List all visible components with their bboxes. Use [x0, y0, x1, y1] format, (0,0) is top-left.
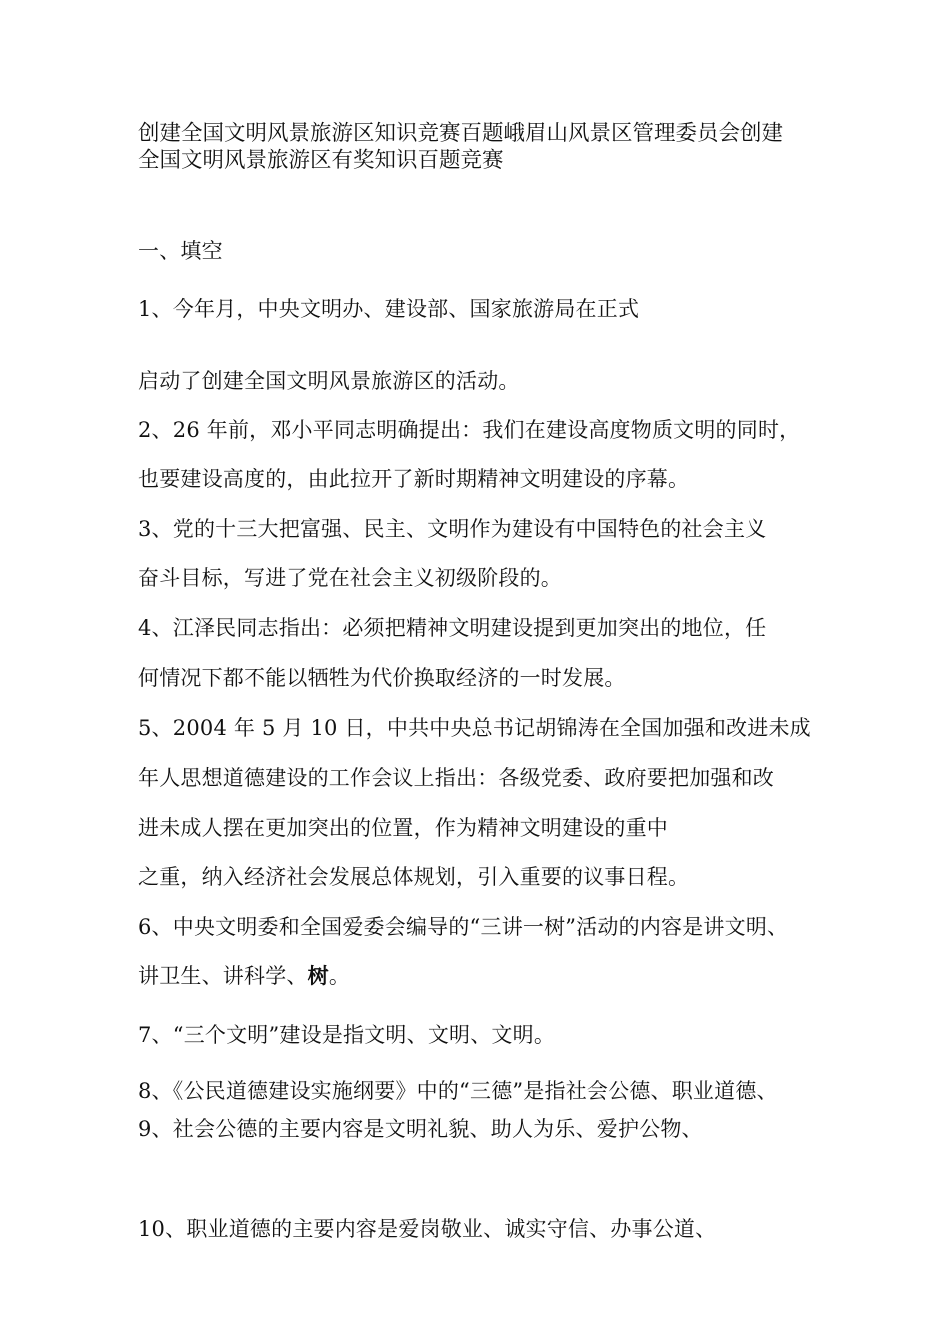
text-line: 2、26 年前，邓小平同志明确提出：我们在建设高度物质文明的同时，	[138, 418, 801, 442]
text-line: 8、《公民道德建设实施纲要》中的“三德”是指社会公德、职业道德、	[138, 1079, 778, 1103]
text-line: 4、江泽民同志指出：必须把精神文明建设提到更加突出的地位，任	[138, 616, 767, 640]
text-line: 之重，纳入经济社会发展总体规划，引入重要的议事日程。	[138, 865, 690, 889]
text-line: 7、“三个文明”建设是指文明、文明、文明。	[138, 1023, 556, 1047]
document-title-line-1: 创建全国文明风景旅游区知识竞赛百题峨眉山风景区管理委员会创建	[138, 121, 784, 146]
text-line: 启动了创建全国文明风景旅游区的活动。	[138, 369, 520, 393]
text-line: 3、党的十三大把富强、民主、文明作为建设有中国特色的社会主义	[138, 517, 767, 541]
text-line-part: 讲卫生、讲科学、	[138, 964, 308, 988]
text-line: 1、今年月，中央文明办、建设部、国家旅游局在正式	[138, 297, 640, 321]
text-line: 也要建设高度的，由此拉开了新时期精神文明建设的序幕。	[138, 467, 690, 491]
document-title-line-2: 全国文明风景旅游区有奖知识百题竞赛	[138, 148, 504, 173]
text-line: 奋斗目标，写进了党在社会主义初级阶段的。	[138, 566, 562, 590]
text-line: 何情况下都不能以牺牲为代价换取经济的一时发展。	[138, 666, 626, 690]
text-line: 10、职业道德的主要内容是爱岗敬业、诚实守信、办事公道、	[138, 1217, 717, 1241]
text-line: 年人思想道德建设的工作会议上指出：各级党委、政府要把加强和改	[138, 766, 774, 790]
text-line: 9、社会公德的主要内容是文明礼貌、助人为乐、爱护公物、	[138, 1117, 703, 1141]
section-heading: 一、填空	[138, 239, 223, 263]
text-line-split	[138, 963, 350, 989]
text-line: 6、中央文明委和全国爱委会编导的“三讲一树”活动的内容是讲文明、	[138, 915, 789, 939]
text-line: 5、2004 年 5 月 10 日，中共中央总书记胡锦涛在全国加强和改进未成	[138, 716, 811, 740]
text-line: 进未成人摆在更加突出的位置，作为精神文明建设的重中	[138, 816, 668, 840]
text-line-bold-part: 树	[307, 963, 329, 988]
text-line-part: 。	[328, 964, 351, 988]
